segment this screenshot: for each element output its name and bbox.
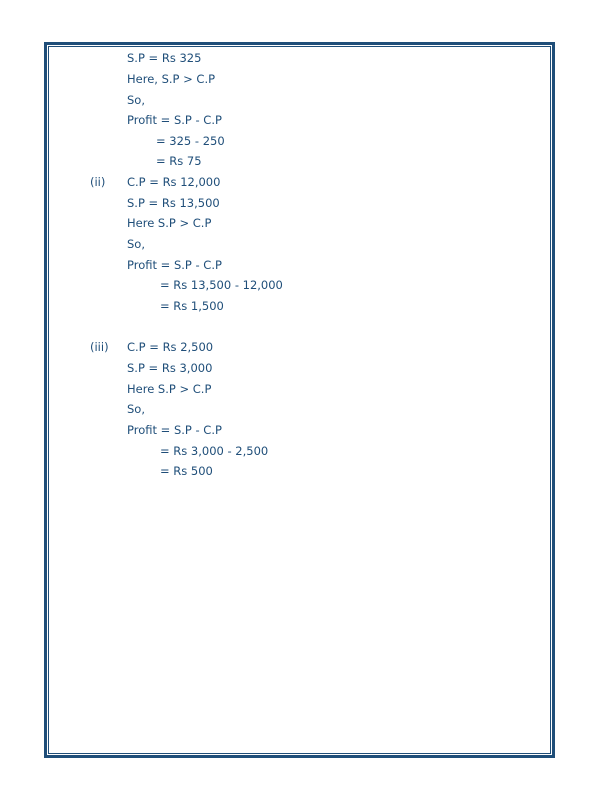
part-i-result: = Rs 75 [156, 154, 202, 168]
part-i-so: So, [127, 93, 145, 107]
part-iii-cp: C.P = Rs 2,500 [127, 340, 214, 354]
part-i-compare: Here, S.P > C.P [127, 72, 216, 86]
part-iii-compare: Here S.P > C.P [127, 382, 212, 396]
part-iii-label: (iii) [90, 340, 109, 354]
part-ii-sp: S.P = Rs 13,500 [127, 196, 220, 210]
part-ii-compare: Here S.P > C.P [127, 216, 212, 230]
part-ii-step1: = Rs 13,500 - 12,000 [160, 278, 283, 292]
part-ii-cp: C.P = Rs 12,000 [127, 175, 221, 189]
part-iii-so: So, [127, 402, 145, 416]
part-ii-so: So, [127, 237, 145, 251]
part-ii-label: (ii) [90, 175, 106, 189]
part-iii-result: = Rs 500 [160, 464, 213, 478]
page-border-inner [48, 46, 551, 754]
part-ii-formula: Profit = S.P - C.P [127, 258, 222, 272]
part-iii-sp: S.P = Rs 3,000 [127, 361, 213, 375]
part-i-step1: = 325 - 250 [156, 134, 225, 148]
part-iii-step1: = Rs 3,000 - 2,500 [160, 444, 269, 458]
part-ii-result: = Rs 1,500 [160, 299, 224, 313]
part-i-formula: Profit = S.P - C.P [127, 113, 222, 127]
part-iii-formula: Profit = S.P - C.P [127, 423, 222, 437]
part-i-sp: S.P = Rs 325 [127, 51, 202, 65]
